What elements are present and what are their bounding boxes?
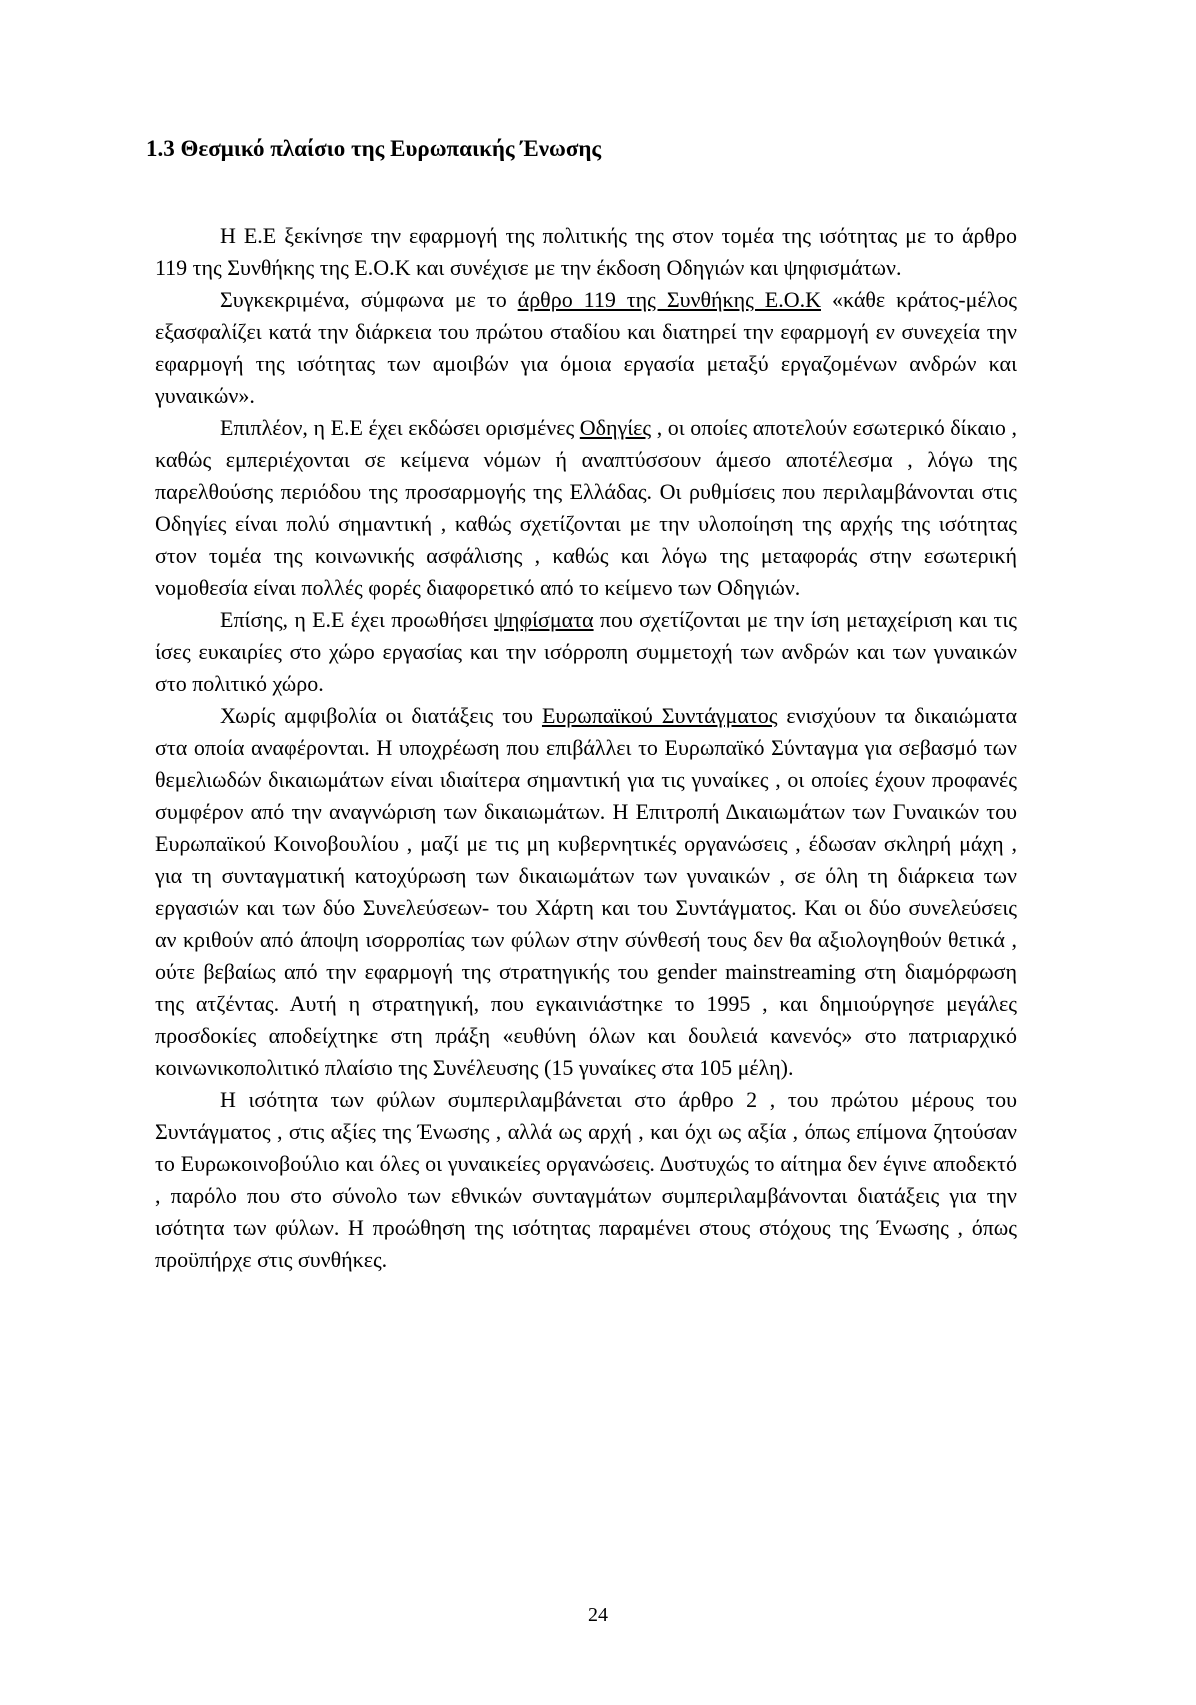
body-text bbox=[155, 220, 1017, 1276]
paragraph-4-body: που σχετίζονται με την ίση μεταχείριση και τις ίσες ευκαιρίες στο χώρο εργασίας και την ισόρροπη συμμετοχή των ανδρών και των γυναικών στο πολιτικό χώρο. bbox=[155, 607, 1017, 696]
paragraph-5-body: ενισχύουν τα δικαιώματα στα οποία αναφέρονται. Η υποχρέωση που επιβάλλει το Ευρωπαϊκό Σύνταγμα για σεβασμό των θεμελιωδών δικαιωμάτων είναι ιδιαίτερα σημαντική για τις γυναίκες , οι οποίες έχουν προφανές συμφέρον από την αναγνώριση των δικαιωμάτων. Η Επιτροπή Δικαιωμάτων των Γυναικών του Ευρωπαϊκού Κοινοβουλίου , μαζί με τις μη κυβερνητικές οργανώσεις , έδωσαν σκληρή μάχη , για τη συνταγματική κατοχύρωση των δικαιωμάτων των γυναικών , σε όλη τη διάρκεια των εργασιών και των δύο Συνελεύσεων- του Χάρτη και του Συντάγματος. Και οι δύο συνελεύσεις αν κριθούν από άποψη ισορροπίας των φύλων στην σύνθεσή τους δεν θα αξιολογηθούν θετικά , ούτε βεβαίως από την εφαρμογή της στρατηγικής του gender mainstreaming στη διαμόρφωση της ατζέντας. Αυτή η στρατηγική, που εγκαινιάστηκε το 1995 , και δημιούργησε μεγάλες προσδοκίες αποδείχτηκε στη πράξη «ευθύνη όλων και δουλειά κανενός» στο πατριαρχικό κοινωνικοπολιτικό πλαίσιο της Συνέλευσης (15 γυναίκες στα 105 μέλη). bbox=[155, 703, 1017, 1080]
paragraph-2 bbox=[155, 284, 1017, 412]
paragraph-2-intro: Συγκεκριμένα, σύμφωνα με το bbox=[220, 287, 518, 312]
page-number: 24 bbox=[588, 1604, 608, 1626]
paragraph-3-body: , οι οποίες αποτελούν εσωτερικό δίκαιο , καθώς εμπεριέχονται σε κείμενα νόμων ή αναπτύσσουν άμεσο αποτέλεσμα , λόγω της παρελθούσης περιόδου της προσαρμογής της Ελλάδας. Οι ρυθμίσεις που περιλαμβάνονται στις Οδηγίες είναι πολύ σημαντική , καθώς σχετίζονται με την υλοποίηση της αρχής της ισότητας στον τομέα της κοινωνικής ασφάλισης , καθώς και λόγω της μεταφοράς στην εσωτερική νομοθεσία είναι πολλές φορές διαφορετικό από το κείμενο των Οδηγιών. bbox=[155, 415, 1017, 600]
directives-reference: Οδηγίες bbox=[579, 415, 652, 440]
paragraph-3-intro: Επιπλέον, η Ε.Ε έχει εκδώσει ορισμένες bbox=[220, 415, 580, 440]
paragraph-1: Η Ε.Ε ξεκίνησε την εφαρμογή της πολιτικής της στον τομέα της ισότητας με το άρθρο 119 της Συνθήκης της Ε.Ο.Κ και συνέχισε με την έκδοση Οδηγιών και ψηφισμάτων. bbox=[155, 223, 1017, 280]
article-119-reference: άρθρο 119 της Συνθήκης Ε.Ο.Κ bbox=[517, 287, 821, 312]
paragraph-6: Η ισότητα των φύλων συμπεριλαμβάνεται στο άρθρο 2 , του πρώτου μέρους του Συντάγματος , στις αξίες της Ένωσης , αλλά ως αρχή , και όχι ως αξία , όπως επίμονα ζητούσαν το Ευρωκοινοβούλιο και όλες οι γυναικείες οργανώσεις. Δυστυχώς το αίτημα δεν έγινε αποδεκτό , παρόλο που στο σύνολο των εθνικών συνταγμάτων συμπεριλαμβάνονται διατάξεις για την ισότητα των φύλων. Η προώθηση της ισότητας παραμένει στους στόχους της Ένωσης , όπως προϋπήρχε στις συνθήκες. bbox=[155, 1087, 1017, 1272]
paragraph-3 bbox=[155, 412, 1017, 604]
european-constitution-reference: Ευρωπαϊκού Συντάγματος bbox=[541, 703, 778, 728]
paragraph-4 bbox=[155, 604, 1017, 700]
paragraph-5-intro: Χωρίς αμφιβολία οι διατάξεις του bbox=[220, 703, 542, 728]
paragraph-5 bbox=[155, 700, 1017, 1084]
resolutions-reference: ψηφίσματα bbox=[494, 607, 594, 632]
section-heading: 1.3 Θεσμικό πλαίσιο της Ευρωπαικής Ένωσης bbox=[146, 136, 602, 161]
paragraph-4-intro: Επίσης, η Ε.Ε έχει προωθήσει bbox=[220, 607, 495, 632]
paragraph-2-quote: «κάθε κράτος-μέλος εξασφαλίζει κατά την διάρκεια του πρώτου σταδίου και διατηρεί την εφαρμογή εν συνεχεία την εφαρμογή της ισότητας των αμοιβών για όμοια εργασία μεταξύ εργαζομένων ανδρών και γυναικών». bbox=[155, 287, 1018, 408]
